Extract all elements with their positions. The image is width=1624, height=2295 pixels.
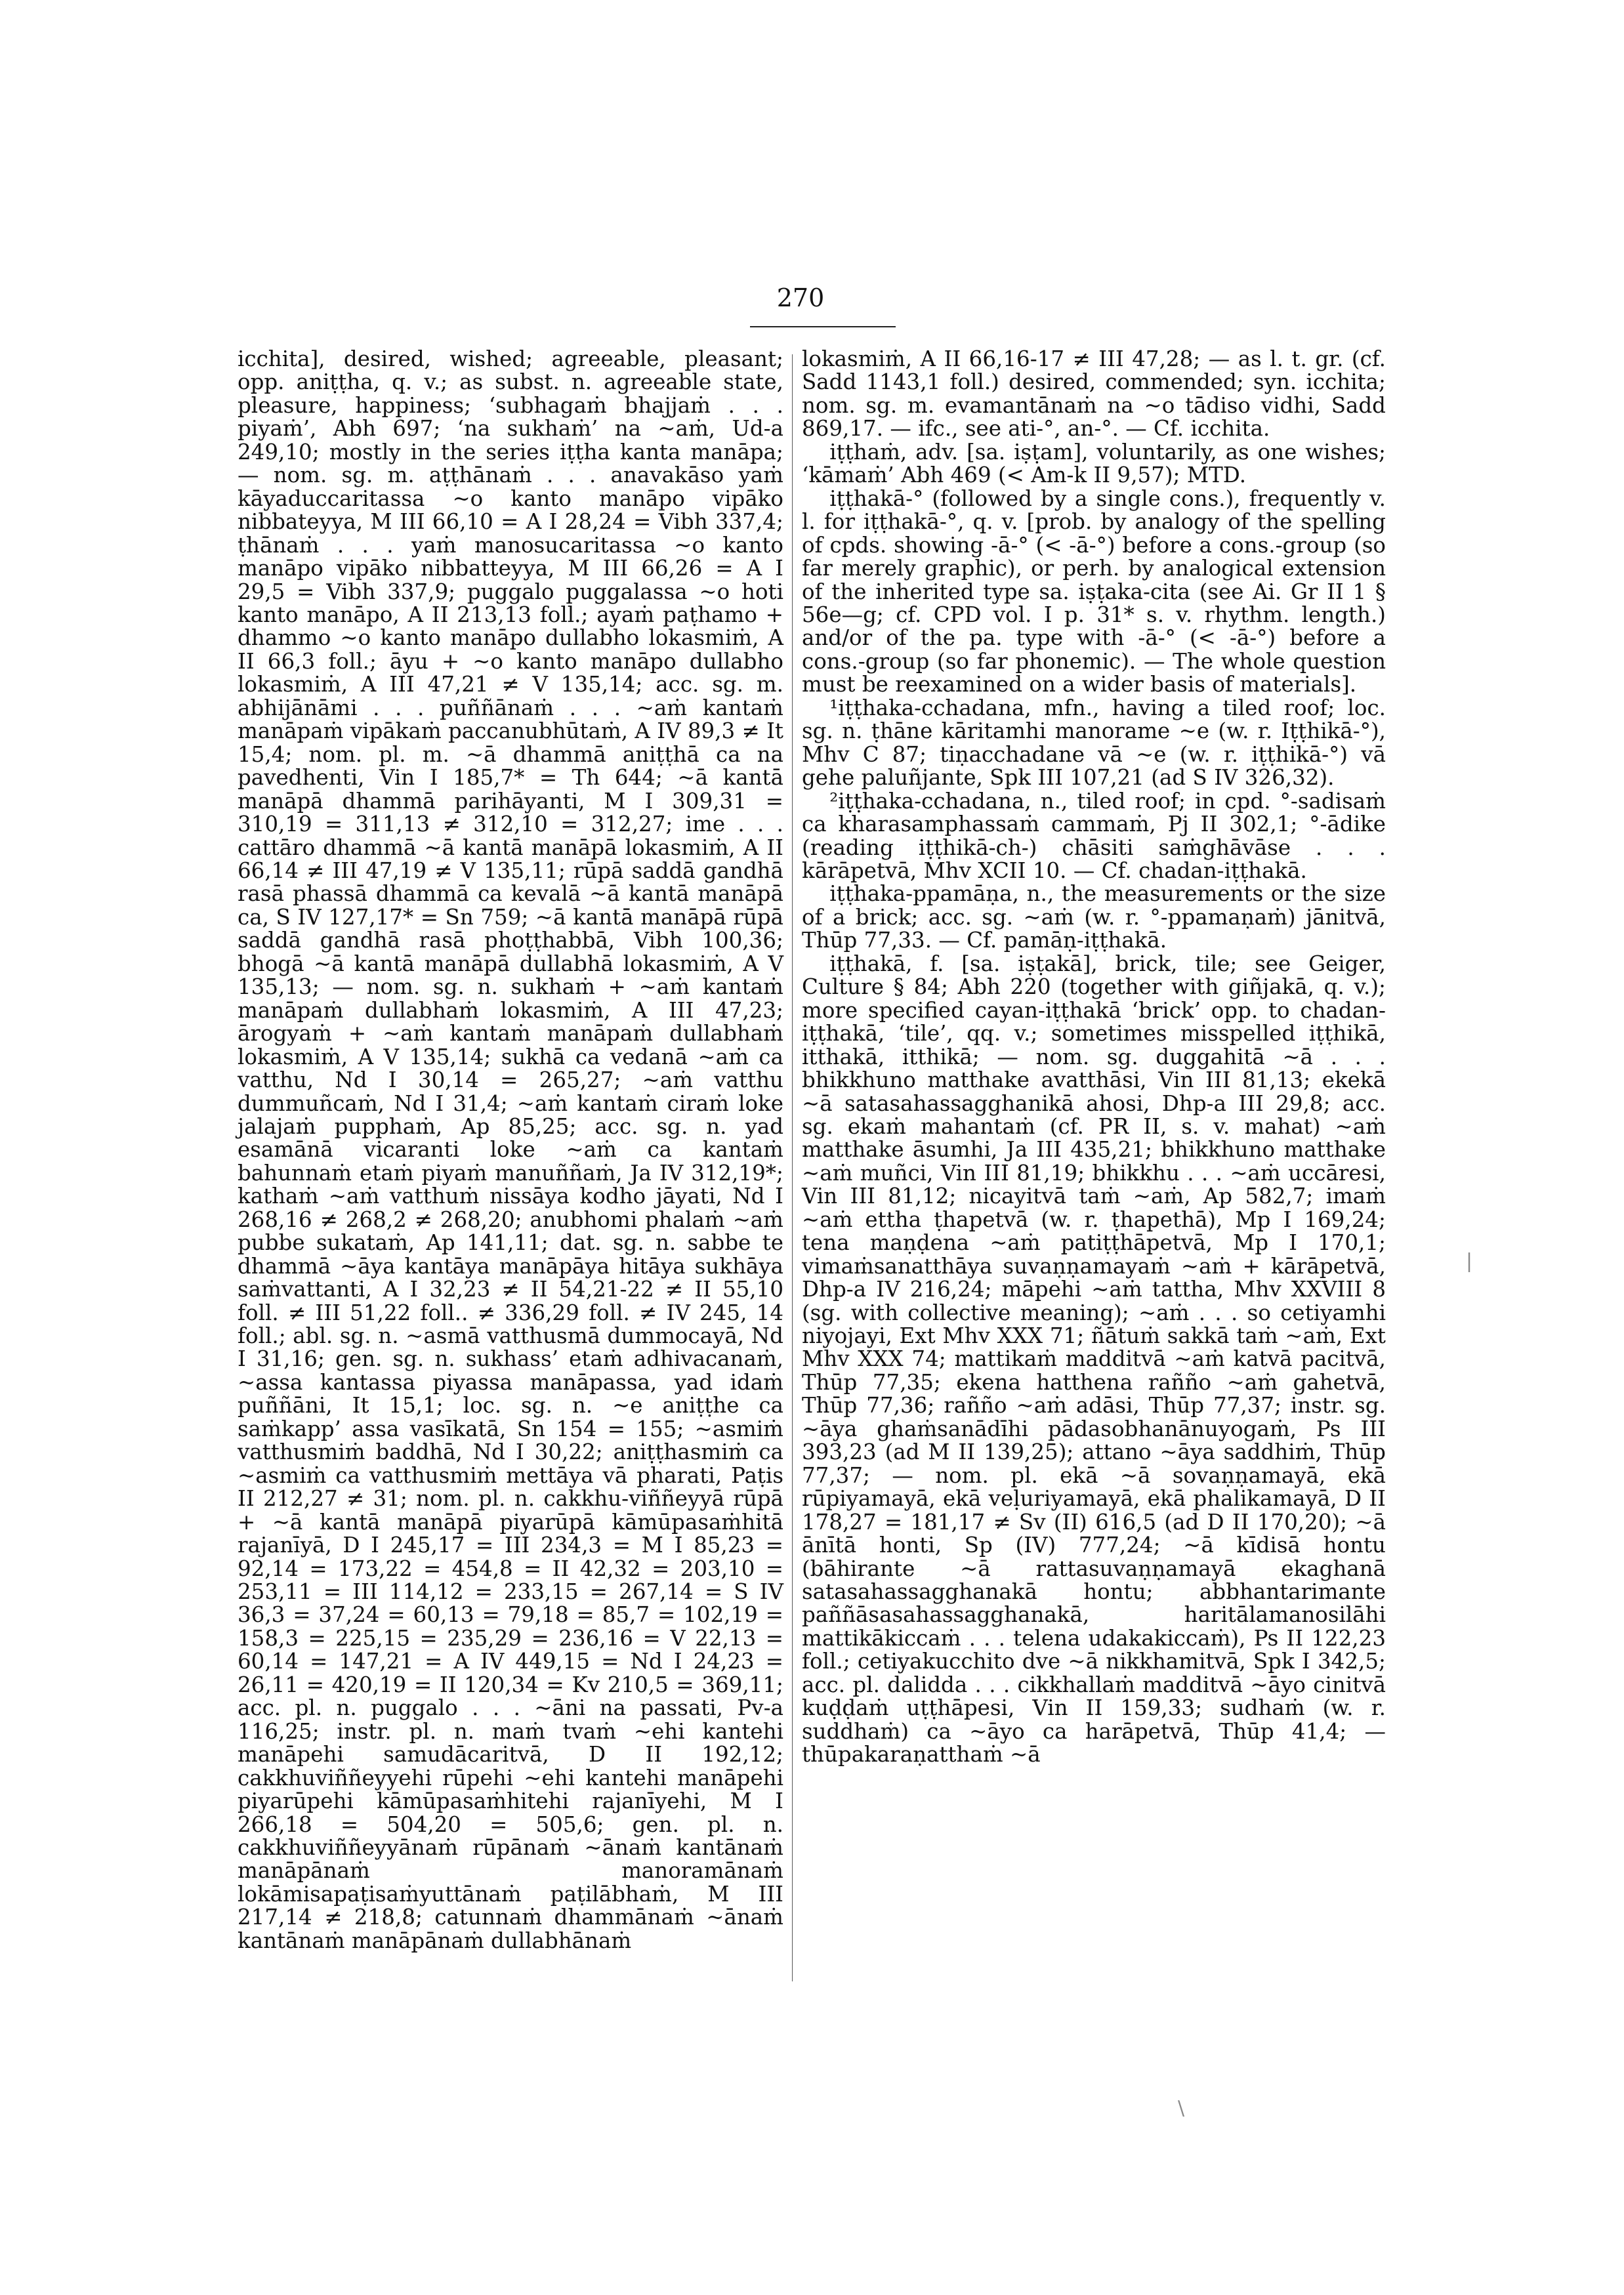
- column-divider: [792, 354, 793, 1981]
- entry-iṭṭhaka-ppamāṇa: iṭṭhaka-ppamāṇa, n., the measurements or the size of a brick; acc. sg. ~aṁ (w. r. °-ppamaṇaṁ) jānitvā, Thūp 77,33. — Cf. pamāṇ-iṭṭhakā.: [802, 881, 1386, 953]
- scan-speck: \: [1178, 2097, 1185, 2120]
- right-column: [802, 348, 1386, 1767]
- entry-iṭṭhaka-cchadana-1: ¹iṭṭhaka-cchadana, mfn., having a tiled roof; loc. sg. n. ṭhāne kāritamhi manorame ~e (w. r. Iṭṭhikā-°), Mhv C 87; tiṇacchadane vā ~e (w. r. iṭṭhikā-°) vā gehe paluñjante, Spk III 107,21 (ad S IV 326,32).: [802, 695, 1386, 791]
- entry-iṭṭhakā: iṭṭhakā, f. [sa. iṣṭakā], brick, tile; see Geiger, Culture § 84; Abh 220 (together with giñjakā, q. v.); more specified cayan-iṭṭhakā ‘brick’ opp. to chadan-iṭṭhakā, ‘tile’, qq. v.; sometimes misspelled iṭṭhikā, itthakā, itthikā; — nom. sg. duggahitā ~ā . . . bhikkhuno matthake avatthāsi, Vin III 81,13; ekekā ~ā satasahassagghanikā ahosi, Dhp-a III 29,8; acc. sg. ekaṁ mahantaṁ (cf. PR II, s. v. mahat) ~aṁ matthake āsumhi, Ja III 435,21; bhikkhuno matthake ~aṁ muñci, Vin III 81,19; bhikkhu . . . ~aṁ uccāresi, Vin III 81,12; nicayitvā taṁ ~aṁ, Ap 582,7; imaṁ ~aṁ ettha ṭhapetvā (w. r. ṭhapethā), Mp I 169,24; tena maṇḍena ~aṁ patiṭṭhāpetvā, Mp I 170,1; vimaṁsanatthāya suvaṇṇamayaṁ ~aṁ + kārāpetvā, Dhp-a IV 216,24; māpehi ~aṁ tattha, Mhv XXVIII 8 (sg. with collective meaning); ~aṁ . . . so cetiyamhi niyojayi, Ext Mhv XXX 71; ñātuṁ sakkā taṁ ~aṁ, Ext Mhv XXX 74; mattikaṁ madditvā ~aṁ katvā pacitvā, Thūp 77,35; ekena hatthena rañño ~aṁ gahetvā, Thūp 77,36; rañño ~aṁ adāsi, Thūp 77,37; instr. sg. ~āya ghaṁsanādīhi pādasobhanānuyogaṁ, Ps III 393,23 (ad M II 139,25); attano ~āya saddhiṁ, Thūp 77,37; — nom. pl. ekā ~ā sovaṇṇamayā, ekā rūpiyamayā, ekā veḷuriyamayā, ekā phalikamayā, D II 178,27 = 181,17 ≠ Sv (II) 616,5 (ad D II 170,20); ~ā ānītā honti, Sp (IV) 777,24; ~ā kīdisā hontu (bāhirante ~ā rattasuvaṇṇamayā ekaghanā satasahassagghanakā hontu; abbhantarimante paññāsasahassagghanakā, haritālamanosilāhi mattikākiccaṁ . . . telena udakakiccaṁ), Ps II 122,23 foll.; cetiyakucchito dve ~ā nikkhamitvā, Spk I 342,5; acc. pl. dalidda . . . cikkhallaṁ madditvā ~āyo cinitvā kuḍḍaṁ uṭṭhāpesi, Vin II 159,33; sudhaṁ (w. r. suddhaṁ) ca ~āyo ca harāpetvā, Thūp 41,4; — thūpakaraṇatthaṁ ~ā: [802, 951, 1386, 1768]
- entry-iṭṭha-continued: icchita], desired, wished; agreeable, pleasant; opp. aniṭṭha, q. v.; as subst. n. agreeable state, pleasure, happiness; ‘subhagaṁ bhajjaṁ . . . piyaṁ’, Abh 697; ‘na sukhaṁ’ na ~aṁ, Ud-a 249,10; mostly in the series iṭṭha kanta manāpa; — nom. sg. m. aṭṭhānaṁ . . . anavakāso yaṁ kāyaduccaritassa ~o kanto manāpo vipāko nibbateyya, M III 66,10 = A I 28,24 = Vibh 337,4; ṭhānaṁ . . . yaṁ manosucaritassa ~o kanto manāpo vipāko nibbatteyya, M III 66,26 = A I 29,5 = Vibh 337,9; puggalo puggalassa ~o hoti kanto manāpo, A II 213,13 foll.; ayaṁ paṭhamo + dhammo ~o kanto manāpo dullabho lokasmiṁ, A II 66,3 foll.; āyu + ~o kanto manāpo dullabho lokasmiṁ, A III 47,21 ≠ V 135,14; acc. sg. m. abhijānāmi . . . puññānaṁ . . . ~aṁ kantaṁ manāpaṁ vipākaṁ paccanubhūtaṁ, A IV 89,3 ≠ It 15,4; nom. pl. m. ~ā dhammā aniṭṭhā ca na pavedhenti, Vin I 185,7* = Th 644; ~ā kantā manāpā dhammā parihāyanti, M I 309,31 = 310,19 = 311,13 ≠ 312,10 = 312,27; ime . . . cattāro dhammā ~ā kantā manāpā lokasmiṁ, A II 66,14 ≠ III 47,19 ≠ V 135,11; rūpā saddā gandhā rasā phassā dhammā ca kevalā ~ā kantā manāpā ca, S IV 127,17* = Sn 759; ~ā kantā manāpā rūpā saddā gandhā rasā phoṭṭhabbā, Vibh 100,36; bhogā ~ā kantā manāpā dullabhā lokasmiṁ, A V 135,13; — nom. sg. n. sukhaṁ + ~aṁ kantaṁ manāpaṁ dullabhaṁ lokasmiṁ, A III 47,23; ārogyaṁ + ~aṁ kantaṁ manāpaṁ dullabhaṁ lokasmiṁ, A V 135,14; sukhā ca vedanā ~aṁ ca vatthu, Nd I 30,14 = 265,27; ~aṁ vatthu dummuñcaṁ, Nd I 31,4; ~aṁ kantaṁ ciraṁ loke jalajaṁ pupphaṁ, Ap 85,25; acc. sg. n. yad esamānā vicaranti loke ~aṁ ca kantaṁ bahunnaṁ etaṁ piyaṁ manuññaṁ, Ja IV 312,19*; kathaṁ ~aṁ vatthuṁ nissāya kodho jāyati, Nd I 268,16 ≠ 268,2 ≠ 268,20; anubhomi phalaṁ ~aṁ pubbe sukataṁ, Ap 141,11; dat. sg. n. sabbe te dhammā ~āya kantāya manāpāya hitāya sukhāya saṁvattanti, A I 32,23 ≠ II 54,21-22 ≠ II 55,10 foll. ≠ III 51,22 foll.. ≠ 336,29 foll. ≠ IV 245, 14 foll.; abl. sg. n. ~asmā vatthusmā dummocayā, Nd I 31,16; gen. sg. n. sukhass’ etaṁ adhivacanaṁ, ~assa kantassa piyassa manāpassa, yad idaṁ puññāni, It 15,1; loc. sg. n. ~e aniṭṭhe ca saṁkapp’ assa vasīkatā, Sn 154 = 155; ~asmiṁ vatthusmiṁ baddhā, Nd I 30,22; aniṭṭhasmiṁ ca ~asmiṁ ca vatthusmiṁ mettāya vā pharati, Paṭis II 212,27 ≠ 31; nom. pl. n. cakkhu-viññeyyā rūpā + ~ā kantā manāpā piyarūpā kāmūpasaṁhitā rajanīyā, D I 245,17 = III 234,3 = M I 85,23 = 92,14 = 173,22 = 454,8 = II 42,32 = 203,10 = 253,11 = III 114,12 = 233,15 = 267,14 = S IV 36,3 = 37,24 = 60,13 = 79,18 = 85,7 = 102,19 = 158,3 = 225,15 = 235,29 = 236,16 = V 22,13 = 60,14 = 147,21 = A IV 449,15 = Nd I 24,23 = 26,11 = 420,19 = II 120,34 = Kv 210,5 = 369,11; acc. pl. n. puggalo . . . ~āni na passati, Pv-a 116,25; instr. pl. n. maṁ tvaṁ ~ehi kantehi manāpehi samudācaritvā, D II 192,12; cakkhuviññeyyehi rūpehi ~ehi kantehi manāpehi piyarūpehi kāmūpasaṁhitehi rajanīyehi, M I 266,18 = 504,20 = 505,6; gen. pl. n. cakkhuviññeyyānaṁ rūpānaṁ ~ānaṁ kantānaṁ manāpānaṁ manoramānaṁ lokāmisapaṭisaṁyuttānaṁ paṭilābhaṁ, M III 217,14 ≠ 218,8; catunnaṁ dhammānaṁ ~ānaṁ kantānaṁ manāpānaṁ dullabhānaṁ: [238, 346, 783, 1953]
- page-number-underline: [750, 326, 896, 327]
- entry-iṭṭha-end: lokasmiṁ, A II 66,16-17 ≠ III 47,28; — as l. t. gr. (cf. Sadd 1143,1 foll.) desired, commended; syn. icchita; nom. sg. m. evamantānaṁ na ~o tādiso vidhi, Sadd 869,17. — ifc., see ati-°, an-°. — Cf. icchita.: [802, 346, 1386, 442]
- entry-iṭṭhakā-prefix: iṭṭhakā-° (followed by a single cons.), frequently v. l. for iṭṭhakā-°, q. v. [prob. by analogy of the spelling of cpds. showing -ā-° (< -ā-°) before a cons.-group (so far merely graphic), or perh. by analogical extension of the inherited type sa. iṣṭaka-cita (see Ai. Gr II 1 § 56e—g; cf. CPD vol. I p. 31* s. v. rhythm. length.) and/or of the pa. type with -ā-° (< -ā-°) before a cons.-group (so far phonemic). — The whole question must be reexamined on a wider basis of materials].: [802, 486, 1386, 697]
- page-number: 270: [776, 283, 825, 312]
- entry-iṭṭhaṁ: iṭṭhaṁ, adv. [sa. iṣṭam], voluntarily, as one wishes; ‘kāmaṁ’ Abh 469 (< Am-k II 9,57); MTD.: [802, 439, 1386, 488]
- entry-iṭṭhaka-cchadana-2: ²iṭṭhaka-cchadana, n., tiled roof; in cpd. °-sadisaṁ ca kharasamphassaṁ cammaṁ, Pj II 302,1; °-ādike (reading iṭṭhikā-ch-) chāsiti saṁghāvāse . . . kārāpetvā, Mhv XCII 10. — Cf. chadan-iṭṭhakā.: [802, 788, 1386, 883]
- scan-speck: |: [1466, 1250, 1473, 1273]
- left-column: [238, 348, 783, 1953]
